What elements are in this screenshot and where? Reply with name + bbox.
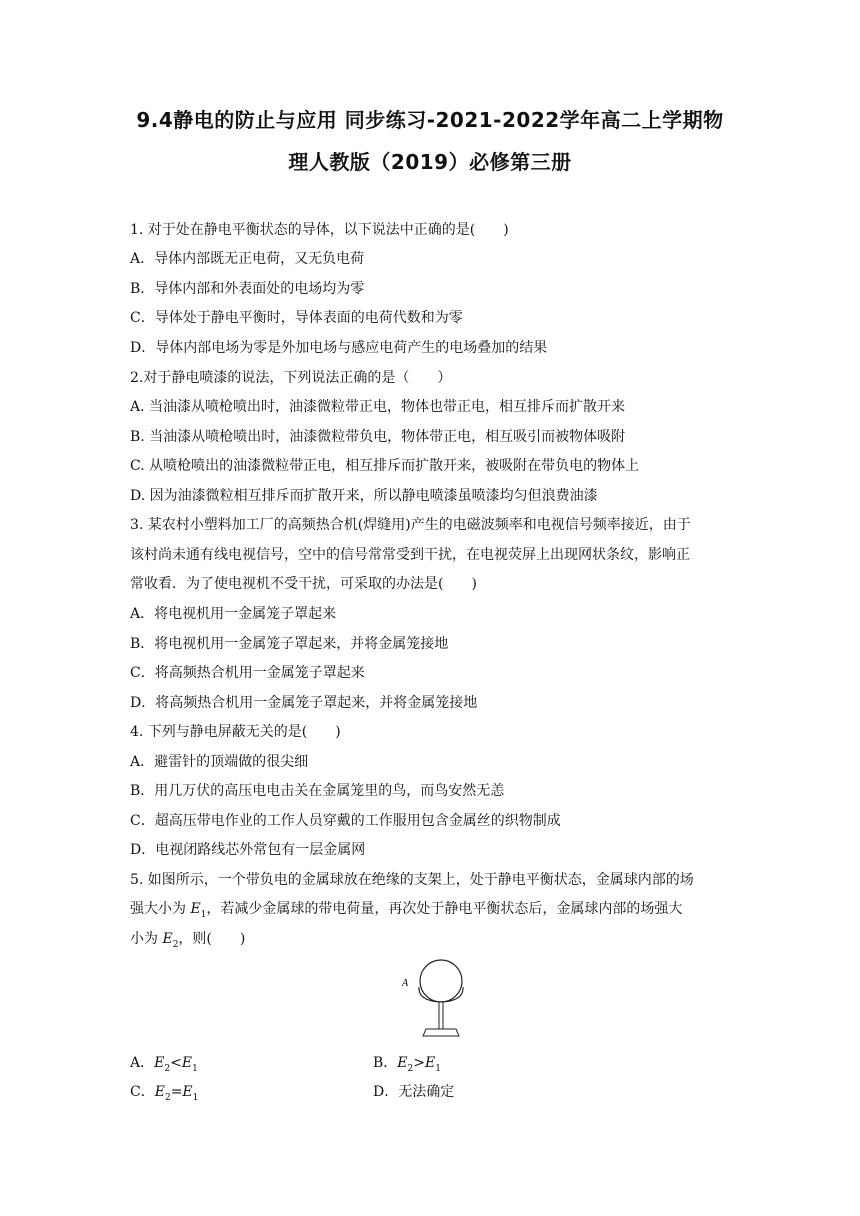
symbol-e: E: [162, 931, 173, 947]
question-1-option-c: C．导体处于静电平衡时，导体表面的电荷代数和为零: [130, 310, 463, 326]
question-5-option-a: [130, 1052, 198, 1074]
question-4-option-a: A．避雷针的顶端做的很尖细: [130, 754, 309, 770]
document-title-line-2: 理人教版（2019）必修第三册: [288, 150, 572, 174]
subscript: 2: [164, 1063, 171, 1074]
question-4-option-c: C．超高压带电作业的工作人员穿戴的工作服用包含金属丝的织物制成: [130, 813, 561, 829]
question-3-option-d: D．将高频热合机用一金属笼子罩起来，并将金属笼接地: [130, 695, 478, 711]
question-1-option-d: D．导体内部电场为零是外加电场与感应电荷产生的电场叠加的结果: [130, 340, 548, 356]
question-3-stem-line-2: 该村尚未通有线电视信号，空中的信号常常受到干扰，在电视荧屏上出现网状条纹，影响正: [130, 547, 690, 563]
option-prefix: A．: [130, 1055, 155, 1071]
symbol-e: E: [154, 1084, 165, 1100]
sphere-stand-drawing: [396, 955, 476, 1045]
question-2-option-d: D. 因为油漆微粒相互排斥而扩散开来，所以静电喷漆虽喷漆均匀但浪费油漆: [130, 488, 598, 504]
subscript: 2: [164, 1092, 171, 1103]
symbol-e: E: [181, 1055, 193, 1071]
document-title-line-1: 9.4静电的防止与应用 同步练习-2021-2022学年高二上学期物: [136, 108, 724, 132]
stem-text: 小为: [130, 931, 163, 947]
question-3-stem-line-1: 3. 某农村小塑料加工厂的高频热合机(焊缝用)产生的电磁波频率和电视信号频率接近，由于: [130, 517, 691, 533]
question-2-stem: 2.对于静电喷漆的说法，下列说法正确的是（ ）: [130, 370, 452, 386]
question-3-option-a: A．将电视机用一金属笼子罩起来: [130, 606, 337, 622]
question-2-option-c: C. 从喷枪喷出的油漆微粒带正电，相互排斥而扩散开来，被吸附在带负电的物体上: [130, 458, 640, 474]
question-5-option-b: [373, 1052, 441, 1074]
question-5-option-d: D．无法确定: [373, 1084, 455, 1100]
symbol-e: E: [190, 901, 201, 917]
stand-base: [423, 1029, 459, 1036]
subscript: 1: [435, 1063, 441, 1074]
metal-sphere: [420, 960, 462, 1002]
subscript: 1: [192, 1063, 198, 1074]
option-prefix: B．: [373, 1055, 398, 1071]
question-4-option-d: D．电视闭路线芯外常包有一层金属网: [130, 842, 366, 858]
relation-symbol: >: [413, 1055, 425, 1071]
symbol-e: E: [425, 1055, 436, 1071]
stem-text: 强大小为: [130, 901, 191, 917]
subscript: 1: [200, 909, 207, 920]
question-4-option-b: B．用几万伏的高压电电击关在金属笼里的鸟，而鸟安然无恙: [130, 783, 505, 799]
question-3-stem-line-3: 常收看．为了使电视机不受干扰，可采取的办法是( ): [130, 576, 477, 592]
question-5-option-c: [130, 1081, 198, 1103]
question-5-stem-line-1: 5. 如图所示，一个带负电的金属球放在绝缘的支架上，处于静电平衡状态，金属球内部的场: [130, 872, 694, 888]
subscript: 2: [172, 939, 179, 950]
question-5-stem-line-2: [130, 898, 740, 920]
question-4-stem: 4. 下列与静电屏蔽无关的是( ): [130, 724, 341, 740]
question-2-option-b: B. 当油漆从喷枪喷出时，油漆微粒带负电，物体带正电，相互吸引而被物体吸附: [130, 429, 626, 445]
figure-label-a: A: [402, 978, 409, 989]
question-1-stem: 1. 对于处在静电平衡状态的导体，以下说法中正确的是( ): [130, 222, 509, 238]
symbol-e: E: [182, 1084, 193, 1100]
question-1-option-a: A．导体内部既无正电荷，又无负电荷: [130, 251, 365, 267]
relation-symbol: <: [170, 1055, 182, 1071]
question-1-option-b: B．导体内部和外表面处的电场均为零: [130, 281, 365, 297]
question-3-option-b: B．将电视机用一金属笼子罩起来，并将金属笼接地: [130, 636, 449, 652]
metal-sphere-on-stand-figure: [396, 955, 476, 1049]
subscript: 2: [407, 1063, 414, 1074]
question-3-option-c: C．将高频热合机用一金属笼子罩起来: [130, 665, 365, 681]
relation-symbol: =: [170, 1084, 183, 1100]
option-prefix: C．: [130, 1084, 155, 1100]
stem-text: ，则( ): [178, 931, 246, 947]
symbol-e: E: [397, 1055, 408, 1071]
subscript: 1: [192, 1092, 199, 1103]
symbol-e: E: [154, 1055, 165, 1071]
question-2-option-a: A. 当油漆从喷枪喷出时，油漆微粒带正电，物体也带正电，相互排斥而扩散开来: [130, 399, 626, 415]
question-5-stem-line-3: [130, 928, 740, 950]
stem-text: ，若减少金属球的带电荷量，再次处于静电平衡状态后，金属球内部的场强大: [206, 901, 683, 917]
